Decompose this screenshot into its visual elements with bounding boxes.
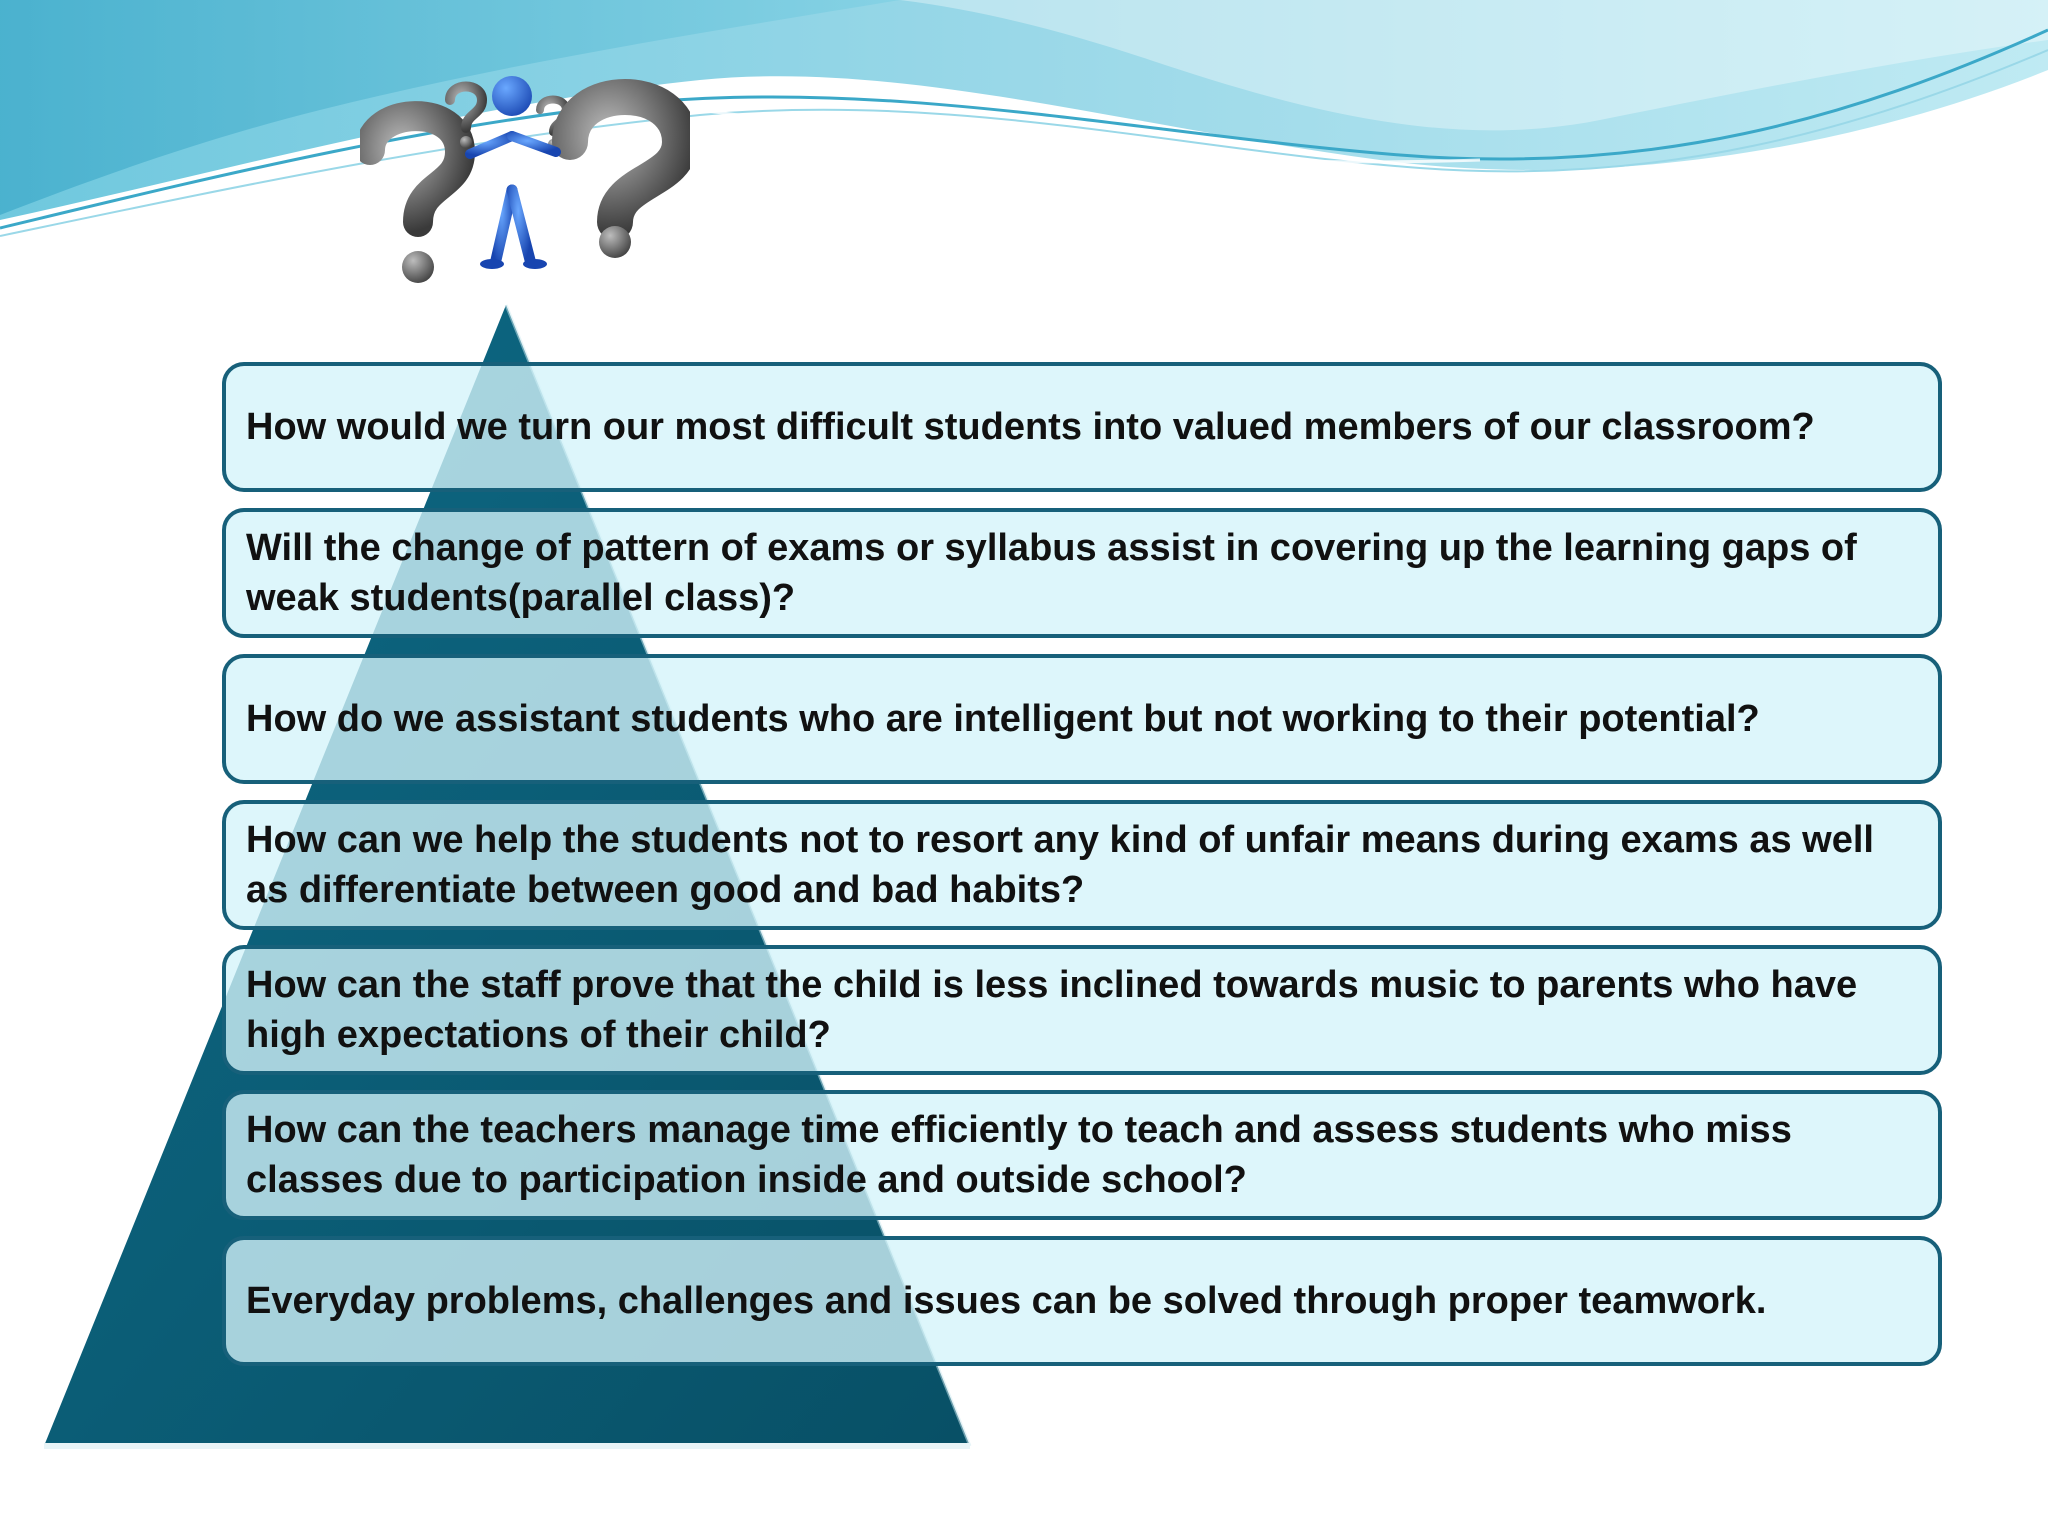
question-box-3	[222, 654, 1942, 784]
question-text: How would we turn our most difficult students into valued members of our classroom?	[246, 406, 1815, 448]
question-box-4	[222, 800, 1942, 930]
question-text: How do we assistant students who are intelligent but not working to their potential?	[246, 698, 1760, 740]
question-box-7	[222, 1236, 1942, 1366]
question-box-6	[222, 1090, 1942, 1220]
question-text: Will the change of pattern of exams or syllabus assist in covering up the learning gaps of weak students(parallel class)?	[246, 527, 1857, 619]
question-text: How can we help the students not to resort any kind of unfair means during exams as well as differentiate between good and bad habits?	[246, 819, 1874, 911]
question-box-5	[222, 945, 1942, 1075]
question-box-1	[222, 362, 1942, 492]
question-text: How can the teachers manage time efficiently to teach and assess students who miss classes due to participation inside and outside school?	[246, 1109, 1792, 1201]
question-box-2	[222, 508, 1942, 638]
question-text: Everyday problems, challenges and issues can be solved through proper teamwork.	[246, 1280, 1767, 1322]
question-text: How can the staff prove that the child is less inclined towards music to parents who have high expectations of their child?	[246, 964, 1858, 1056]
stick-figure-question-marks-icon	[360, 72, 690, 292]
